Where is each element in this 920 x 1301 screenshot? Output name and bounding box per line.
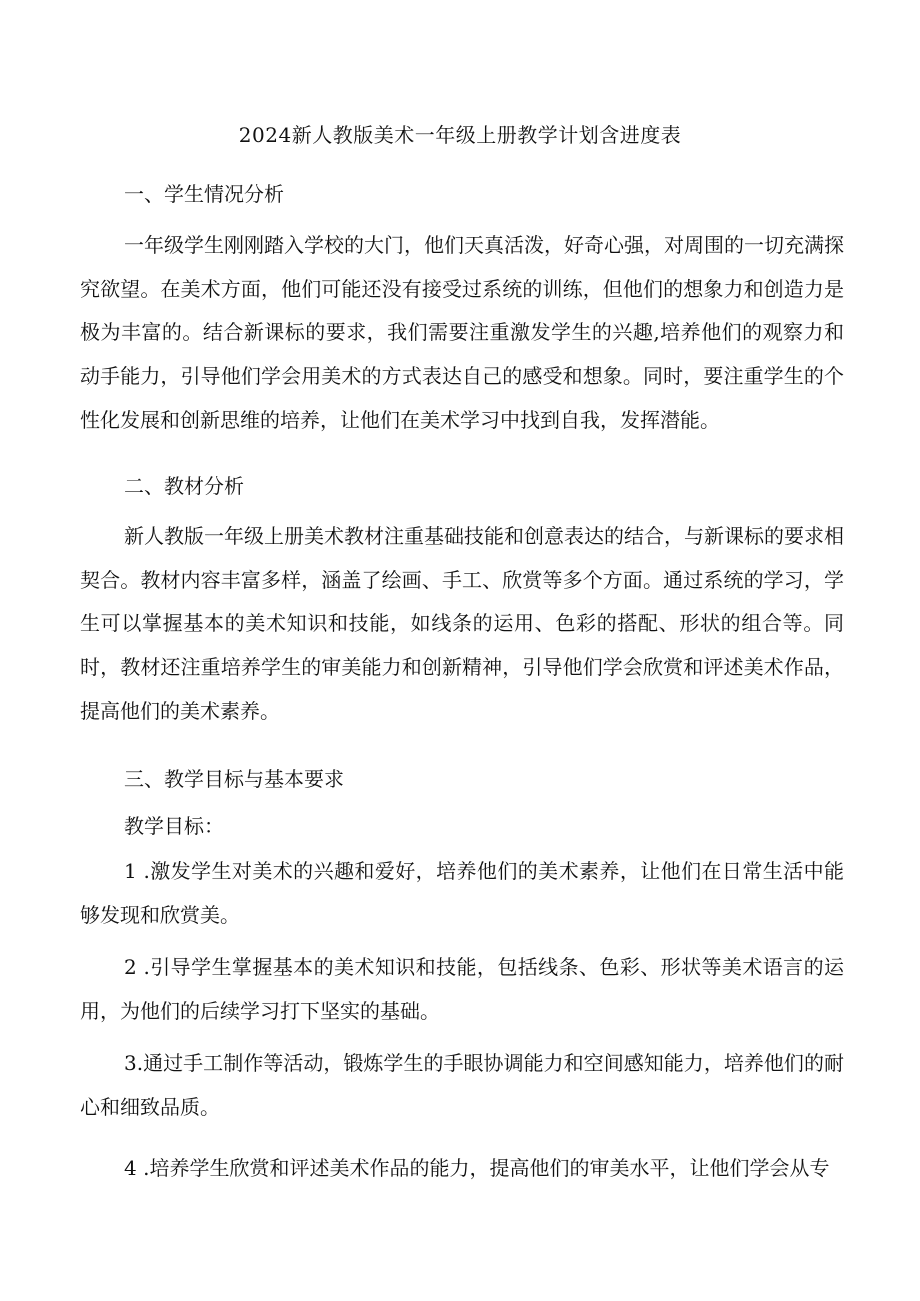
subheading-teaching-goals: 教学目标：: [124, 814, 224, 838]
section-heading-student-analysis: 一、学生情况分析: [124, 182, 284, 206]
goal-item-3: 3.通过手工制作等活动，锻炼学生的手眼协调能力和空间感知能力，培养他们的耐心和细致品质。: [80, 1051, 844, 1119]
paragraph-student-analysis: 一年级学生刚刚踏入学校的大门，他们天真活泼，好奇心强，对周围的一切充满探究欲望。在美术方面，他们可能还没有接受过系统的训练，但他们的想象力和创造力是极为丰富的。结合新课标的要求，我们需要注重激发学生的兴趣,培养他们的观察力和动手能力，引导他们学会用美术的方式表达自己的感受和想象。同时，要注重学生的个性化发展和创新思维的培养，让他们在美术学习中找到自我，发挥潜能。: [80, 233, 844, 432]
goal-item-4: 4 .培养学生欣赏和评述美术作品的能力，提高他们的审美水平，让他们学会从专: [124, 1156, 830, 1180]
paragraph-textbook-analysis: 新人教版一年级上册美术教材注重基础技能和创意表达的结合，与新课标的要求相契合。教材内容丰富多样，涵盖了绘画、手工、欣赏等多个方面。通过系统的学习，学生可以掌握基本的美术知识和技能，如线条的运用、色彩的搭配、形状的组合等。同时，教材还注重培养学生的审美能力和创新精神，引导他们学会欣赏和评述美术作品，提高他们的美术素养。: [80, 524, 844, 723]
section-heading-teaching-goals: 三、教学目标与基本要求: [124, 767, 344, 791]
goal-item-1: 1 .激发学生对美术的兴趣和爱好，培养他们的美术素养，让他们在日常生活中能够发现和欣赏美。: [80, 859, 844, 927]
goal-item-2: 2 .引导学生掌握基本的美术知识和技能，包括线条、色彩、形状等美术语言的运用，为他们的后续学习打下坚实的基础。: [80, 955, 844, 1023]
section-heading-textbook-analysis: 二、教材分析: [124, 474, 244, 498]
document-title: 2024新人教版美术一年级上册教学计划含进度表: [238, 123, 682, 147]
